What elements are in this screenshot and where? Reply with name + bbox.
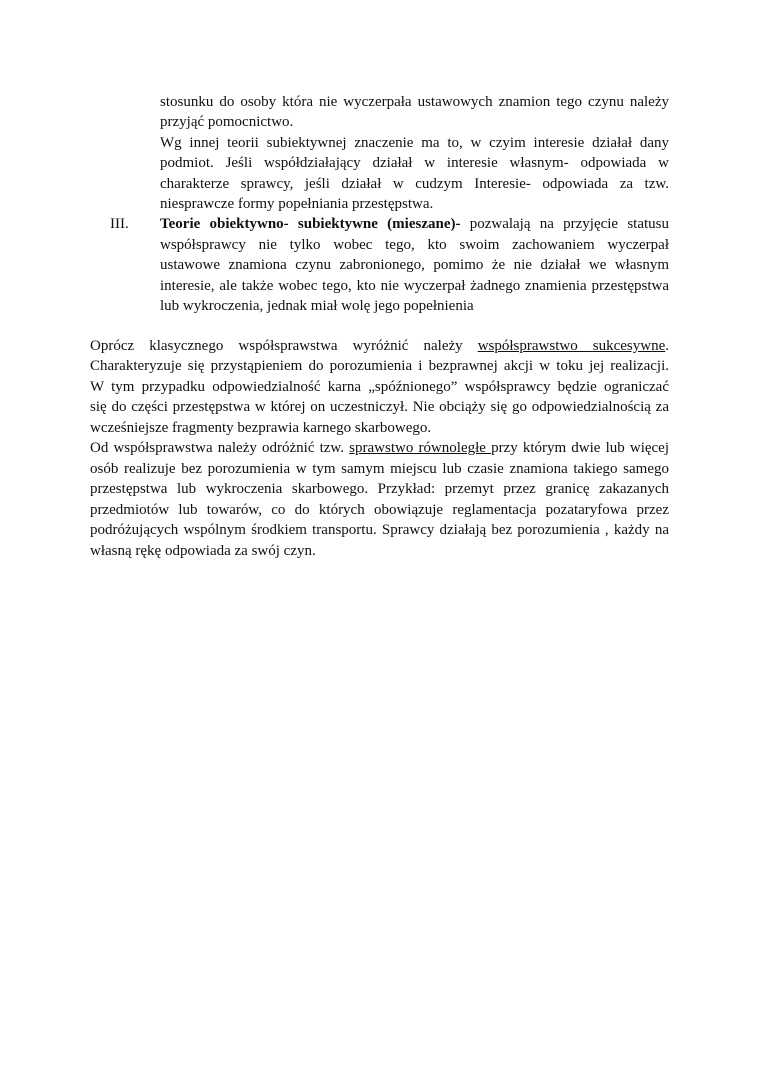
text-line [160,214,669,234]
text-line: współsprawcy nie tylko wobec tego, kto swoim zachowaniem wyczerpał [160,237,669,253]
underlined-term: współsprawstwo sukcesywne [477,338,666,354]
text-line: charakterze sprawcy, jeśli działał w cudzym Interesie- odpowiada za tzw. [160,176,669,192]
text-line: się do części przestępstwa w której on uczestniczył. Nie obciąży się go odpowiedzialnością za [90,399,669,415]
text-line: Wg innej teorii subiektywnej znaczenie ma to, w czyim interesie działał dany [160,135,669,151]
text-line: osób realizuje bez porozumienia w tym samym miejscu lub czasie znamiona takiego samego [90,461,669,477]
text-line: podróżujących wspólnym środkiem transportu. Sprawcy działają bez porozumienia , każdy na [90,522,669,538]
text-line: niesprawcze formy popełniania przestępstwa. [160,196,434,212]
text-line: własną rękę odpowiada za swój czyn. [90,543,316,559]
text-line: wcześniejsze fragmenty bezprawia karnego skarbowego. [90,420,432,436]
item-heading: Teorie obiektywno- subiektywne (mieszane)- [160,216,461,232]
text-line: stosunku do osoby która nie wyczerpała ustawowych znamion tego czynu należy [160,94,669,110]
text-line: W tym przypadku odpowiedzialność karna „spóźnionego” współsprawcy będzie ograniczać [90,379,669,395]
text-line [90,438,669,458]
text-line: przedmiotów lub towarów, co do których obowiązuje reglamentacja pozataryfowa przez [90,502,669,518]
text-line: przyjąć pomocnictwo. [160,114,294,130]
text-line [90,336,669,356]
text-span: Od współsprawstwa należy odróżnić tzw. [90,440,350,456]
text-span: . [665,338,669,354]
text-line: lub wykroczenia, jednak miał wolę jego popełnienia [160,298,474,314]
text-line: ustawowe znamiona czynu zabronionego, pomimo że nie działał we własnym [160,257,669,273]
text-span: przy którym dwie lub więcej [491,440,670,456]
text-span: Oprócz klasycznego współsprawstwa wyróżnić należy [90,338,478,354]
item-heading-rest: pozwalają na przyjęcie statusu [460,216,669,232]
text-line: Charakteryzuje się przystąpieniem do porozumienia i bezprawnej akcji w toku jej realizacji. [90,358,669,374]
text-line: interesie, ale także wobec tego, kto nie wyczerpał żadnego znamienia przestępstwa [160,278,669,294]
text-line: podmiot. Jeśli współdziałający działał w interesie własnym- odpowiada w [160,155,669,171]
list-number: III. [110,216,129,232]
underlined-term: sprawstwo równoległe [349,440,492,456]
text-line: przestępstwa lub wykroczenia skarbowego. Przykład: przemyt przez granicę zakazanych [90,481,669,497]
